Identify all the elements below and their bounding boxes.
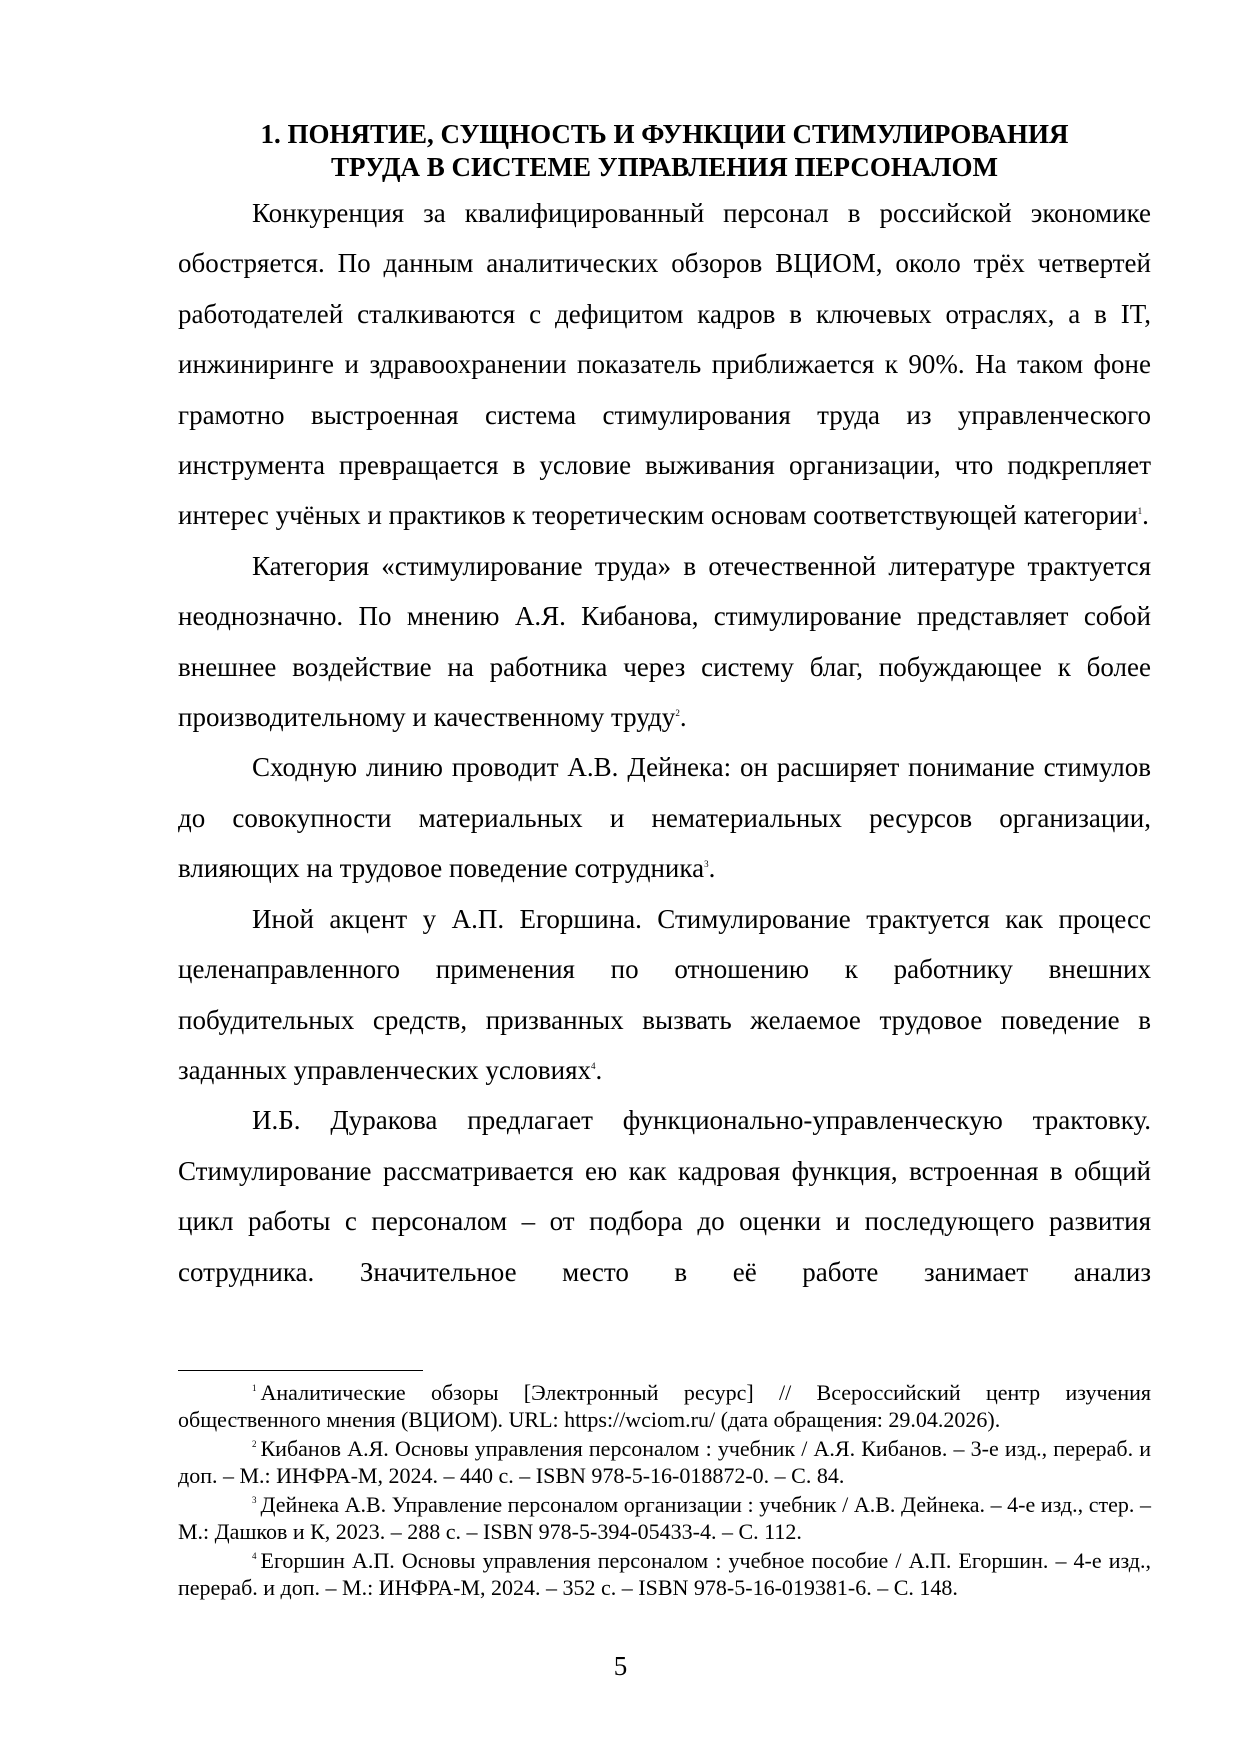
paragraph-2: [178, 541, 1151, 743]
paragraph-tail: .: [595, 1054, 603, 1085]
footnote-number: 4: [252, 1551, 257, 1561]
paragraph-3: [178, 742, 1151, 893]
paragraph-text: Категория «стимулирование труда» в отечественной литературе трактуется неоднозначно. По мнению А.Я. Кибанова, стимулирование представляет собой внешнее воздействие на работника через систему благ, побуждающее к более производительному и качественному труду: [178, 550, 1151, 733]
paragraph-1: [178, 188, 1151, 541]
paragraph-4: [178, 894, 1151, 1096]
footnote-1: [178, 1379, 1151, 1433]
footnote-number: 3: [252, 1495, 257, 1505]
page-number: 5: [613, 1651, 628, 1681]
footnote-separator: [178, 1370, 423, 1371]
footnotes: [178, 1379, 1151, 1603]
footnote-2: [178, 1435, 1151, 1489]
paragraph-tail: .: [708, 853, 716, 884]
paragraph-text: Сходную линию проводит А.В. Дейнека: он расширяет понимание стимулов до совокупности материальных и нематериальных ресурсов организации, влияющих на трудовое поведение сотрудника: [178, 752, 1151, 884]
footnote-text: Егоршин А.П. Основы управления персоналом : учебное пособие / А.П. Егоршин. – 4-е изд., перераб. и доп. – М.: ИНФРА-М, 2024. – 352 с. – ISBN 978-5-16-019381-6. – С. 148.: [178, 1548, 1151, 1600]
footnote-text: Кибанов А.Я. Основы управления персоналом : учебник / А.Я. Кибанов. – 3-е изд., перераб. и доп. – М.: ИНФРА-М, 2024. – 440 с. – ISBN 978-5-16-018872-0. – С. 84.: [178, 1436, 1151, 1488]
footnote-text: Аналитические обзоры [Электронный ресурс] // Всероссийский центр изучения общественного мнения (ВЦИОМ). URL: https://wciom.ru/ (дата обращения: 29.04.2026).: [178, 1380, 1151, 1432]
section-heading-line-1: 1. ПОНЯТИЕ, СУЩНОСТЬ И ФУНКЦИИ СТИМУЛИРОВАНИЯ: [260, 119, 1069, 149]
paragraph-tail: .: [679, 702, 687, 733]
footnote-ref-3[interactable]: 3: [704, 859, 709, 870]
footnote-4: [178, 1547, 1151, 1601]
footnote-ref-2[interactable]: 2: [675, 708, 680, 719]
paragraph-5: [178, 1095, 1151, 1297]
paragraph-text: Конкуренция за квалифицированный персонал в российской экономике обостряется. По данным аналитических обзоров ВЦИОМ, около трёх четвертей работодателей сталкиваются с дефицитом кадров в ключевых отраслях, а в IT, инжиниринге и здравоохранении показатель приближается к 90%. На таком фоне грамотно выстроенная система стимулирования труда из управленческого инструмента превращается в условие выживания организации, что подкрепляет интерес учёных и практиков к теоретическим основам соответствующей категории: [178, 198, 1151, 531]
paragraph-text: И.Б. Дуракова предлагает функционально-управленческую трактовку. Стимулирование рассматривается ею как кадровая функция, встроенная в общий цикл работы с персоналом – от подбора до оценки и последующего развития сотрудника. Значительное место в её работе занимает анализ: [178, 1105, 1151, 1287]
footnote-3: [178, 1491, 1151, 1545]
footnote-number: 1: [252, 1383, 257, 1393]
footnote-ref-4[interactable]: 4: [591, 1060, 596, 1071]
footnote-number: 2: [252, 1439, 257, 1449]
paragraph-tail: .: [1142, 500, 1149, 531]
section-heading-line-2: ТРУДА В СИСТЕМЕ УПРАВЛЕНИЯ ПЕРСОНАЛОМ: [331, 152, 998, 182]
section-heading: [178, 118, 1151, 184]
footnote-text: Дейнека А.В. Управление персоналом организации : учебник / А.В. Дейнека. – 4-е изд., стер. – М.: Дашков и К, 2023. – 288 с. – ISBN 978-5-394-05433-4. – С. 112.: [178, 1492, 1151, 1544]
main-text: [178, 118, 1151, 1297]
footnote-ref-1[interactable]: 1: [1137, 506, 1143, 517]
paragraph-text: Иной акцент у А.П. Егоршина. Стимулирование трактуется как процесс целенаправленного применения по отношению к работнику внешних побудительных средств, призванных вызвать желаемое трудовое поведение в заданных управленческих условиях: [178, 903, 1151, 1085]
